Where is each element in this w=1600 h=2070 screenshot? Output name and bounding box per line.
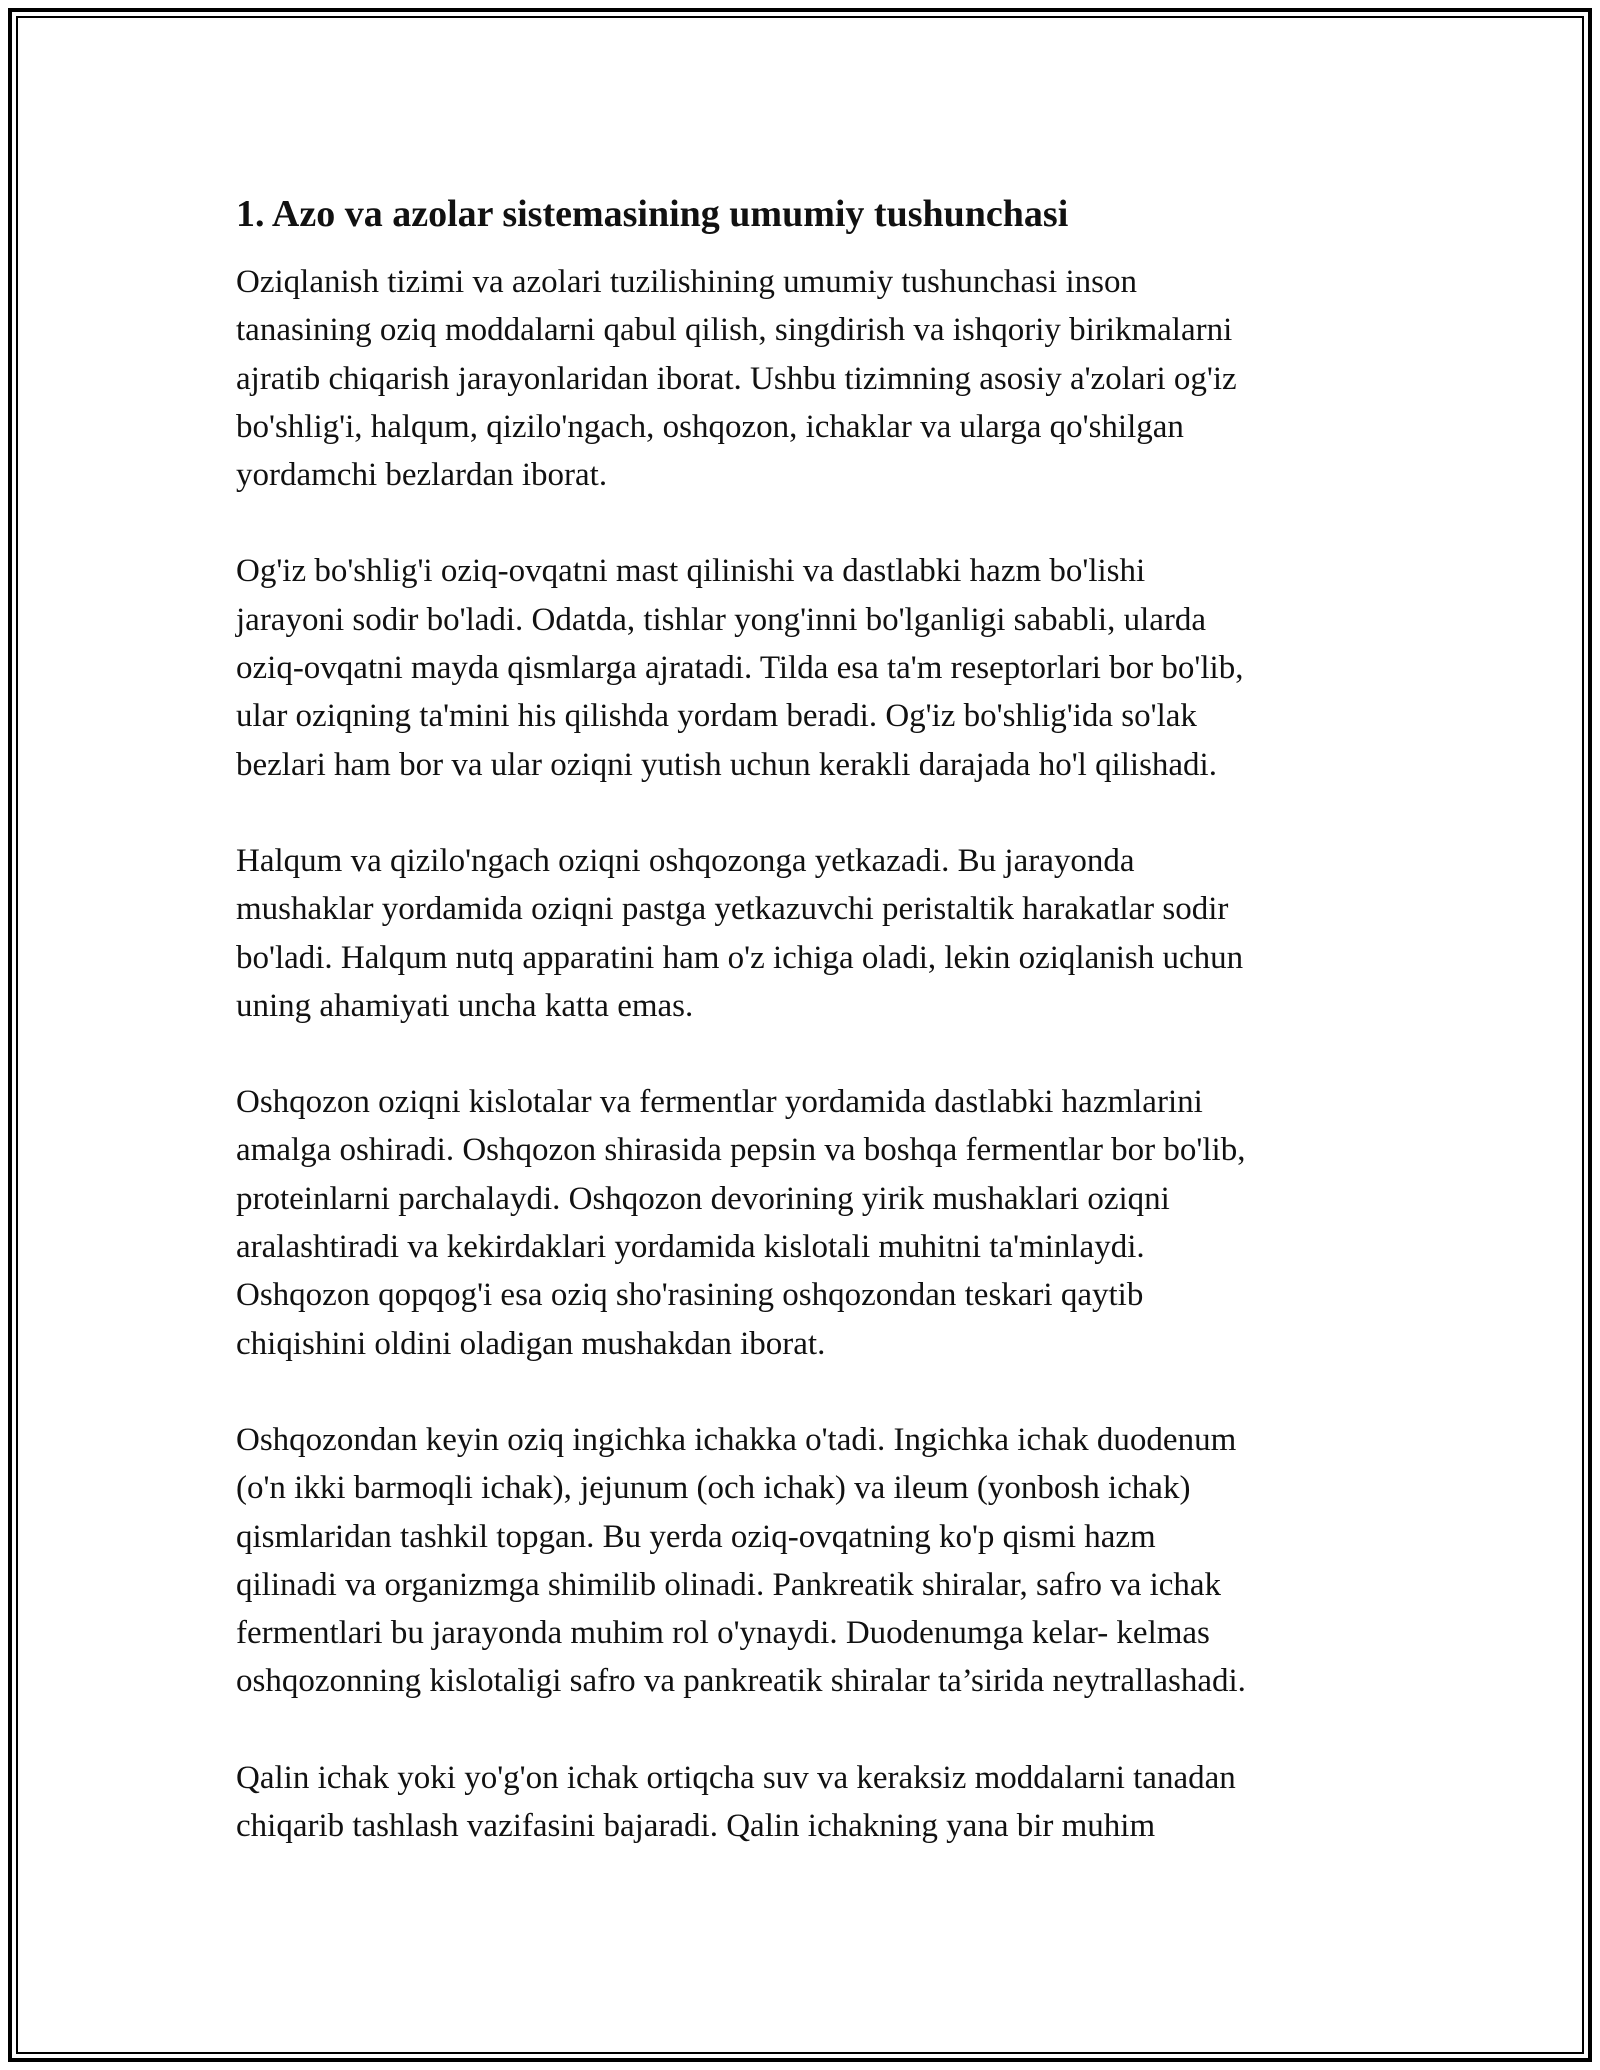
paragraph-line: yordamchi bezlardan iborat.: [236, 457, 608, 494]
paragraph-line: Oshqozondan keyin oziq ingichka ichakka o'tadi. Ingichka ichak duodenum: [236, 1421, 1237, 1458]
paragraph-line: mushaklar yordamida oziqni pastga yetkazuvchi peristaltik harakatlar sodir: [236, 891, 1229, 928]
paragraph: [236, 1078, 1366, 1368]
paragraph-line: ajratib chiqarish jarayonlaridan iborat. Ushbu tizimning asosiy a'zolari og'iz: [236, 360, 1237, 397]
paragraph: [236, 1754, 1366, 1851]
paragraph-line: Oshqozon oziqni kislotalar va fermentlar yordamida dastlabki hazmlarini: [236, 1084, 1203, 1121]
section-heading: 1. Azo va azolar sistemasining umumiy tushunchasi: [236, 193, 1069, 235]
paragraph-line: chiqishini oldini oladigan mushakdan iborat.: [236, 1325, 826, 1362]
paragraph-line: Qalin ichak yoki yo'g'on ichak ortiqcha suv va keraksiz moddalarni tanadan: [236, 1759, 1236, 1796]
paragraph-line: bo'shlig'i, halqum, qizilo'ngach, oshqozon, ichaklar va ularga qo'shilgan: [236, 408, 1184, 445]
paragraph-line: Oziqlanish tizimi va azolari tuzilishining umumiy tushunchasi inson: [236, 264, 1137, 300]
paragraph-line: tanasining oziq moddalarni qabul qilish, singdirish va ishqoriy birikmalarni: [236, 312, 1233, 349]
paragraph-line: Oshqozon qopqog'i esa oziq sho'rasining oshqozondan teskari qaytib: [236, 1277, 1144, 1314]
paragraph-line: bezlari ham bor va ular oziqni yutish uchun kerakli darajada ho'l qilishadi.: [236, 746, 1217, 783]
paragraph: [236, 547, 1366, 788]
paragraph: [236, 837, 1366, 1030]
paragraph: [236, 258, 1366, 499]
paragraph-line: qismlaridan tashkil topgan. Bu yerda oziq-ovqatning ko'p qismi hazm: [236, 1518, 1156, 1555]
paragraph-line: proteinlarni parchalaydi. Oshqozon devorining yirik mushaklari oziqni: [236, 1180, 1170, 1217]
paragraph-line: jarayoni sodir bo'ladi. Odatda, tishlar yong'inni bo'lganligi sababli, ularda: [236, 601, 1207, 638]
paragraph-list: [236, 258, 1366, 1850]
paragraph-line: qilinadi va organizmga shimilib olinadi. Pankreatik shiralar, safro va ichak: [236, 1566, 1222, 1603]
document-body: [236, 188, 1366, 1898]
paragraph: [236, 1416, 1366, 1706]
paragraph-line: chiqarib tashlash vazifasini bajaradi. Qalin ichakning yana bir muhim: [236, 1808, 1156, 1845]
paragraph-line: ular oziqning ta'mini his qilishda yordam beradi. Og'iz bo'shlig'ida so'lak: [236, 698, 1197, 735]
paragraph-line: uning ahamiyati uncha katta emas.: [236, 987, 694, 1024]
paragraph-line: fermentlari bu jarayonda muhim rol o'ynaydi. Duodenumga kelar- kelmas: [236, 1615, 1210, 1652]
paragraph-line: oziq-ovqatni mayda qismlarga ajratadi. Tilda esa ta'm reseptorlari bor bo'lib,: [236, 650, 1244, 687]
paragraph-line: amalga oshiradi. Oshqozon shirasida pepsin va boshqa fermentlar bor bo'lib,: [236, 1132, 1246, 1169]
paragraph-line: (o'n ikki barmoqli ichak), jejunum (och ichak) va ileum (yonbosh ichak): [236, 1470, 1191, 1507]
paragraph-line: bo'ladi. Halqum nutq apparatini ham o'z ichiga oladi, lekin oziqlanish uchun: [236, 939, 1244, 976]
paragraph-line: Halqum va qizilo'ngach oziqni oshqozonga yetkazadi. Bu jarayonda: [236, 842, 1135, 879]
paragraph-line: oshqozonning kislotaligi safro va pankreatik shiralar ta’sirida neytrallashadi.: [236, 1663, 1246, 1700]
paragraph-line: Og'iz bo'shlig'i oziq-ovqatni mast qilinishi va dastlabki hazm bo'lishi: [236, 553, 1146, 590]
paragraph-line: aralashtiradi va kekirdaklari yordamida kislotali muhitni ta'minlaydi.: [236, 1229, 1145, 1266]
